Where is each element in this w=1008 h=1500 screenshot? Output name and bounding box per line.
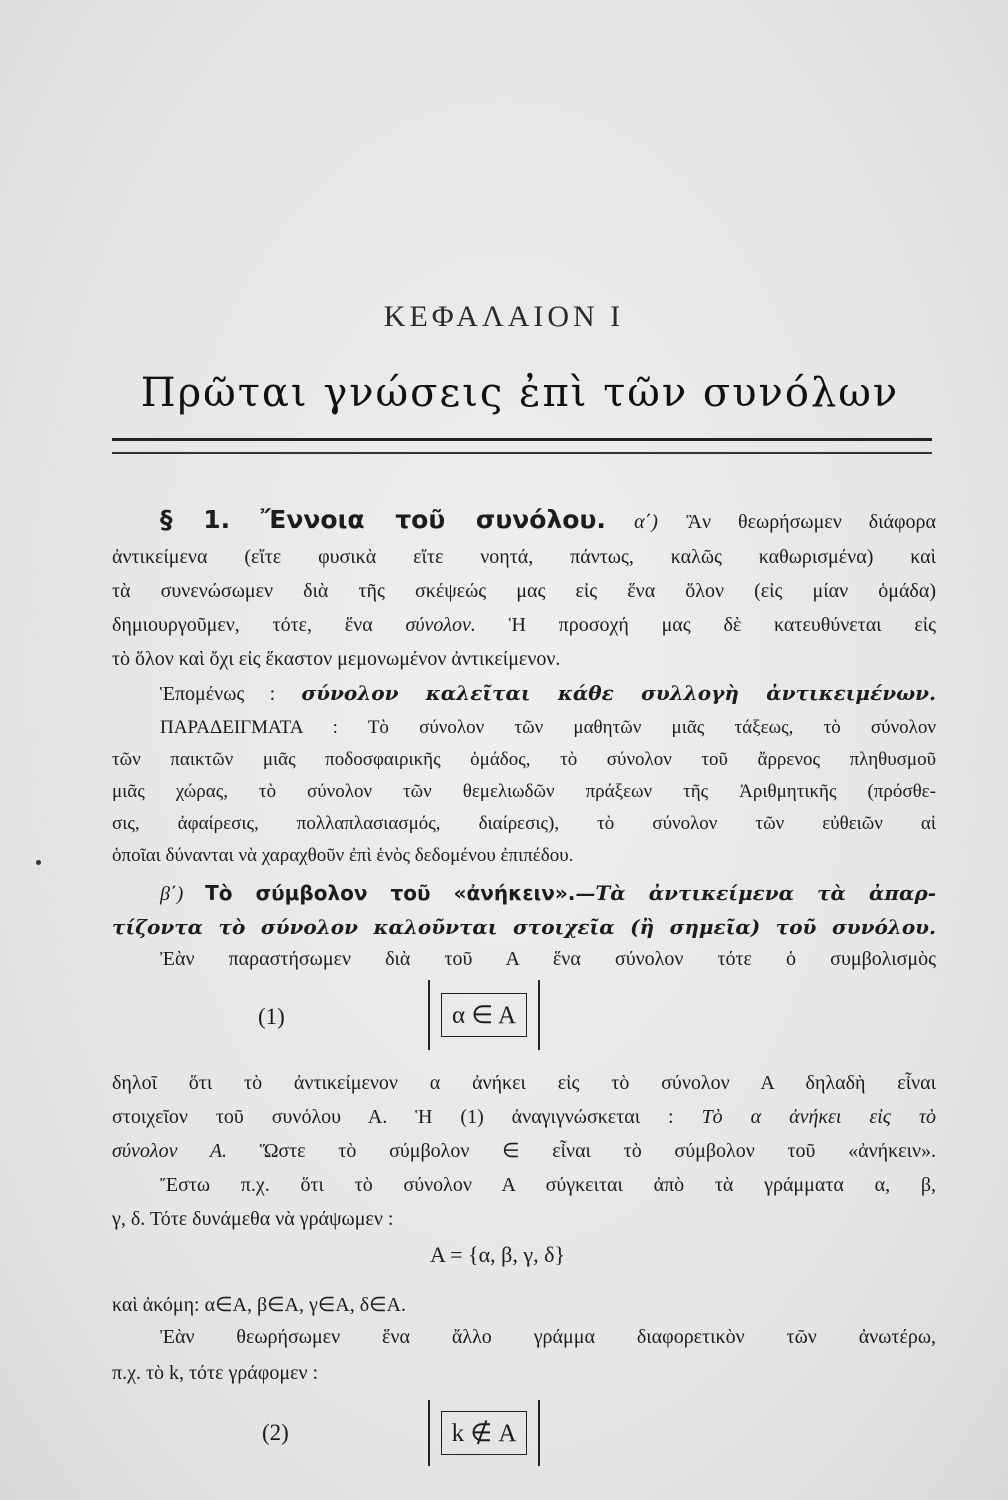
after-eq1-line-3b: Ὥστε τὸ σύμβολον ∈ εἶναι τὸ σύμβολον τοῦ «ἀνήκειν». [259,1140,936,1162]
examples-first-line [160,713,936,743]
section1-line-0: Ἂν θεωρήσωμεν διάφορα [686,511,937,533]
section-b-sub: β΄) [160,883,184,905]
eq2-formula: k ∉ Α [441,1411,528,1455]
section-b-statement-2: τίζοντα τὸ σύνολον καλοῦνται στοιχεῖα (ἢ σημεῖα) τοῦ συνόλου. [112,915,936,939]
and-more-line: καὶ ἀκόμη: α∈Α, β∈Α, γ∈Α, δ∈Α. [112,1294,406,1316]
section1-first-line [160,505,936,537]
section1-line-2: τὰ συνενώσωμεν διὰ τῆς σκέψεώς μας εἰς ἕνα ὅλον (εἰς μίαν ὁμάδα) [112,580,936,602]
after-eq1-line-3a: σύνολον Α. [112,1140,228,1162]
example-line-2: γ, δ. Τότε δυνάμεθα νὰ γράψωμεν : [112,1208,394,1230]
section1-line-3 [112,610,936,640]
section-b-line-before-eq1: Ἐὰν παραστήσωμεν διὰ τοῦ Α ἕνα σύνολον τότε ὁ συμβολισμὸς [160,948,936,970]
section-b-statement-1: —Τὰ ἀντικείμενα τὰ ἀπαρ- [575,881,937,905]
section1-line-3b: Ἡ προσοχή μας δὲ κατευθύνεται εἰς [508,614,937,636]
examples-line-1: τῶν παικτῶν μιᾶς ποδοσφαιρικῆς ὁμάδος, τὸ σύνολον τοῦ ἄρρενος πληθυσμοῦ [112,749,936,770]
definition-text: σύνολον καλεῖται κάθε συλλογὴ ἀντικειμένων. [301,681,936,705]
eq1-box [428,980,540,1050]
examples-line-4: ὁποῖαι δύνανται νὰ χαραχθοῦν ἐπὶ ἑνὸς δεδομένου ἐπιπέδου. [112,845,574,866]
after-eq1-line-2b: Τὸ α ἀνήκει εἰς τὸ [701,1106,937,1128]
eq2-box [428,1400,540,1466]
title-rule-thick [112,438,932,441]
examples-line-0: Τὸ σύνολον τῶν μαθητῶν μιᾶς τάξεως, τὸ σύνολον [367,717,936,738]
section1-line-3a: δημιουργοῦμεν, τότε, ἕνα [112,614,373,636]
after-eq1-line-2 [112,1102,936,1132]
definition-lead: Ἑπομένως : [160,683,276,705]
eq1-formula: α ∈ Α [441,993,527,1037]
eq1-number: (1) [258,1004,285,1029]
examples-line-2: μιᾶς χώρας, τὸ σύνολον τῶν θεμελιωδῶν πράξεων τῆς Ἀριθμητικῆς (πρόσθε- [112,781,936,802]
after-eq1-line-1: δηλοῖ ὅτι τὸ ἀντικείμενον α ἀνήκει εἰς τὸ σύνολον Α δηλαδὴ εἶναι [112,1072,936,1094]
title-rule-thin [112,452,932,454]
section1-line-1: ἀντικείμενα (εἴτε φυσικὰ εἴτε νοητά, πάντως, καλῶς καθωρισμένα) καὶ [112,546,936,568]
section1-line-4: τὸ ὅλον καὶ ὄχι εἰς ἕκαστον μεμονωμένον ἀντικείμενον. [112,648,561,670]
margin-dot [36,860,41,865]
definition-line [160,678,936,709]
section1-term-synolon: σύνολον. [405,614,476,636]
after-eq1-line-2a: στοιχεῖον τοῦ συνόλου Α. Ἡ (1) ἀναγιγνώσκεται : [112,1106,674,1128]
eq2-number: (2) [262,1420,289,1445]
chapter-title: Πρῶται γνώσεις ἐπὶ τῶν συνόλων [140,370,900,416]
section-b-heading: Τὸ σύμβολον τοῦ «ἀνήκειν». [205,881,576,905]
section1-heading: § 1. Ἔννοια τοῦ συνόλου. [160,505,606,534]
section1-sub-a: α΄) [634,511,658,533]
set-equation: Α = {α, β, γ, δ} [430,1242,566,1267]
other-line-2: π.χ. τὸ k, τότε γράφομεν : [112,1362,319,1384]
examples-line-3: σις, ἀφαίρεσις, πολλαπλασιασμός, διαίρεσις), τὸ σύνολον τῶν εὐθειῶν αἱ [112,813,936,834]
example-line-1: Ἔστω π.χ. ὅτι τὸ σύνολον Α σύγκειται ἀπὸ τὰ γράμματα α, β, [160,1174,936,1196]
examples-label: ΠΑΡΑΔΕΙΓΜΑΤΑ : [160,717,338,738]
other-line-1: Ἐὰν θεωρήσωμεν ἕνα ἄλλο γράμμα διαφορετικὸν τῶν ἀνωτέρω, [160,1326,936,1348]
section-b-line-1 [160,878,936,909]
chapter-label: ΚΕΦΑΛΑΙΟΝ Ι [383,300,625,333]
after-eq1-line-3 [112,1136,936,1166]
